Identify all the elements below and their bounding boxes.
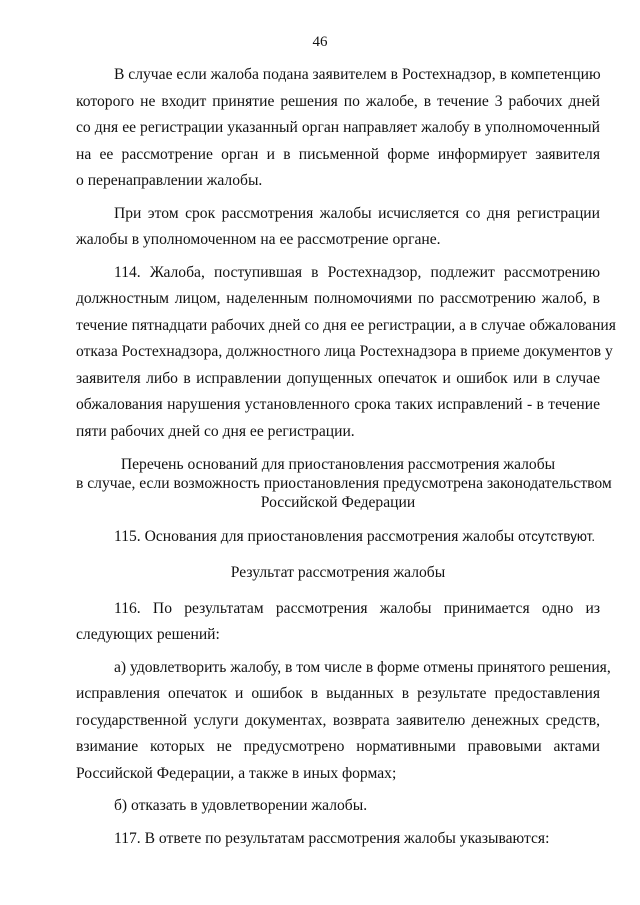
- text-line: государственной услуги документах, возврата заявителю денежных средств,: [76, 711, 600, 729]
- text-line: о перенаправлении жалобы.: [76, 172, 263, 189]
- page-number: 46: [312, 34, 328, 50]
- paragraph-114: [76, 260, 616, 446]
- text-line: а) удовлетворить жалобу, в том числе в форме отмены принятого решения,: [114, 658, 611, 676]
- paragraph-115-tail: отсутствуют.: [518, 529, 596, 544]
- text-line: которого не входит принятие решения по жалобе, в течение 3 рабочих дней: [76, 92, 600, 110]
- text-line: течение пятнадцати рабочих дней со дня ее регистрации, а в случае обжалования: [76, 316, 616, 334]
- text-line: исправления опечаток и ошибок в выданных в результате предоставления: [76, 685, 600, 702]
- text-line: заявителя либо в исправлении допущенных опечаток и ошибок или в случае: [76, 369, 600, 387]
- heading-line: Перечень оснований для приостановления рассмотрения жалобы: [120, 456, 556, 473]
- heading-line: Российской Федерации: [260, 494, 416, 511]
- text-line: жалобы в уполномоченном на ее рассмотрение органе.: [76, 231, 441, 248]
- text-line: взимание которых не предусмотрено нормативными правовыми актами: [76, 738, 600, 755]
- text-line: При этом срок рассмотрения жалобы исчисляется со дня регистрации: [114, 204, 600, 222]
- heading-line: в случае, если возможность приостановления предусмотрена законодательством: [76, 475, 612, 492]
- text-line: 114. Жалоба, поступившая в Ростехнадзор, подлежит рассмотрению: [114, 263, 600, 281]
- paragraph-116a: [76, 655, 611, 788]
- document-body: [76, 62, 616, 852]
- text-line: В случае если жалоба подана заявителем в Ростехнадзор, в компетенцию: [114, 66, 601, 83]
- paragraph-116b: б) отказать в удовлетворении жалобы.: [114, 797, 368, 814]
- paragraph-116: [76, 596, 600, 649]
- text-line: отказа Ростехнадзора, должностного лица Ростехнадзора в приеме документов у: [76, 343, 613, 360]
- text-line: [76, 524, 600, 551]
- text-line: пяти рабочих дней со дня ее регистрации.: [76, 422, 355, 440]
- text-line: со дня ее регистрации указанный орган направляет жалобу в уполномоченный: [76, 119, 600, 136]
- text-line: на ее рассмотрение орган и в письменной форме информирует заявителя: [76, 145, 600, 163]
- paragraph-117: 117. В ответе по результатам рассмотрения жалобы указываются:: [114, 829, 550, 847]
- section-heading-result: Результат рассмотрения жалобы: [230, 563, 446, 581]
- text-line: Российской Федерации, а также в иных формах;: [76, 764, 397, 782]
- section-heading-suspension: [76, 455, 612, 512]
- text-line: 116. По результатам рассмотрения жалобы принимается одно из: [114, 599, 600, 617]
- text-line: должностным лицом, наделенным полномочиями по рассмотрению жалоб, в: [76, 290, 600, 307]
- paragraph-115: [76, 524, 600, 551]
- text-line: следующих решений:: [76, 626, 220, 643]
- paragraph-term: [76, 201, 600, 254]
- text-line: обжалования нарушения установленного срока таких исправлений - в течение: [76, 396, 600, 413]
- paragraph-redirect: [76, 62, 600, 195]
- paragraph-115-text: 115. Основания для приостановления рассмотрения жалобы: [114, 528, 515, 545]
